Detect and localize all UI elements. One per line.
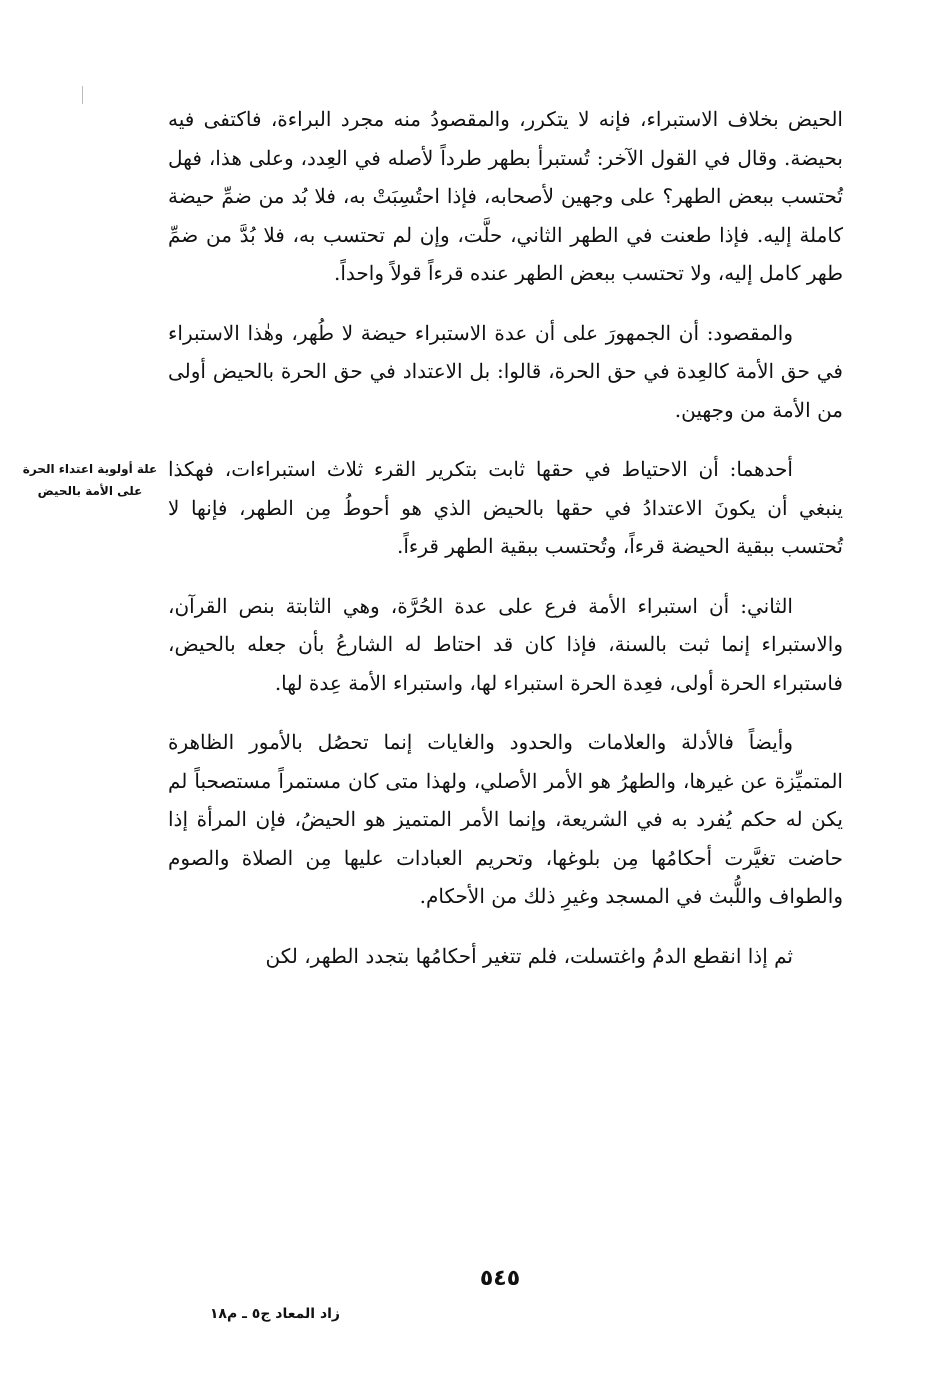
page-number: ٥٤٥ bbox=[479, 1266, 521, 1291]
paragraph-also: وأيضاً فالأدلة والعلامات والحدود والغايات إنما تحصُل بالأمور الظاهرة المتميِّزة عن غيرها، والطهرُ هو الأمر الأصلي، ولهذا متى كان مستمراً مستصحباً لم يكن له حكم يُفرد به في الشريعة، وإنما الأمر المتميز هو الحيضُ، فإن المرأة إذا حاضت تغيَّرت أحكامُها مِن بلوغها، وتحريم العبادات عليها مِن الصلاة والصوم والطواف واللُّبث في المسجد وغيرِ ذلك من الأحكام. bbox=[168, 730, 843, 908]
paragraph-second-reason: الثاني: أن استبراء الأمة فرع على عدة الحُرَّة، وهي الثابتة بنص القرآن، والاستبراء إنما ثبت بالسنة، فإذا كان قد احتاط له الشارعُ بأن جعله بالحيض، فاستبراء الحرة أولى، فعِدة الحرة استبراء لها، واستبراء الأمة عِدة لها. bbox=[168, 593, 843, 695]
paragraph-closing: ثم إذا انقطع الدمُ واغتسلت، فلم تتغير أحكامُها بتجدد الطهر، لكن bbox=[265, 943, 793, 968]
paragraph-first-reason: أحدهما: أن الاحتياط في حقها ثابت بتكرير القرء ثلاث استبراءات، فهكذا ينبغي أن يكونَ الاعتدادُ في حقها بالحيض الذي هو أحوطُ مِن الطهر، فإنها لا تُحتسب ببقية الحيضة قرءاً، وتُحتسب ببقية الطهر قرءاً. bbox=[168, 457, 843, 558]
paragraph-continuation: الحيض بخلاف الاستبراء، فإنه لا يتكرر، والمقصودُ منه مجرد البراءة، فاكتفى فيه بحيضة. وقال في القول الآخر: تُستبرأ بطهر طرداً لأصله في العِدد، وعلى هذا، فهل تُحتسب ببعض الطهر؟ على وجهين لأصحابه، فإذا احتُسِبَتْ به، فلا بُد من ضمِّ حيضة كاملة إليه. فإذا طعنت في الطهر الثاني، حلَّت، وإن لم تحتسب به، فلا بُدَّ من ضمِّ طهر كامل إليه، ولا تحتسب ببعض الطهر عنده قرءاً قولاً واحداً. bbox=[168, 107, 843, 285]
main-text bbox=[168, 100, 843, 975]
paragraph-jumhur: والمقصود: أن الجمهورَ على أن عدة الاستبراء حيضة لا طُهر، وهٰذا الاستبراء في حق الأمة كالعِدة في حق الحرة، قالوا: بل الاعتداد في حق الحرة بالحيض أولى من الأمة من وجهين. bbox=[168, 320, 843, 422]
page-edge-mark bbox=[82, 86, 83, 104]
printer-signature: زاد المعاد ج٥ ـ م١٨ bbox=[209, 1306, 340, 1322]
margin-note bbox=[20, 458, 160, 502]
margin-note-line: علة أولوية اعتداء الحرة bbox=[22, 462, 158, 476]
margin-note-line: على الأمة بالحيض bbox=[37, 484, 143, 498]
